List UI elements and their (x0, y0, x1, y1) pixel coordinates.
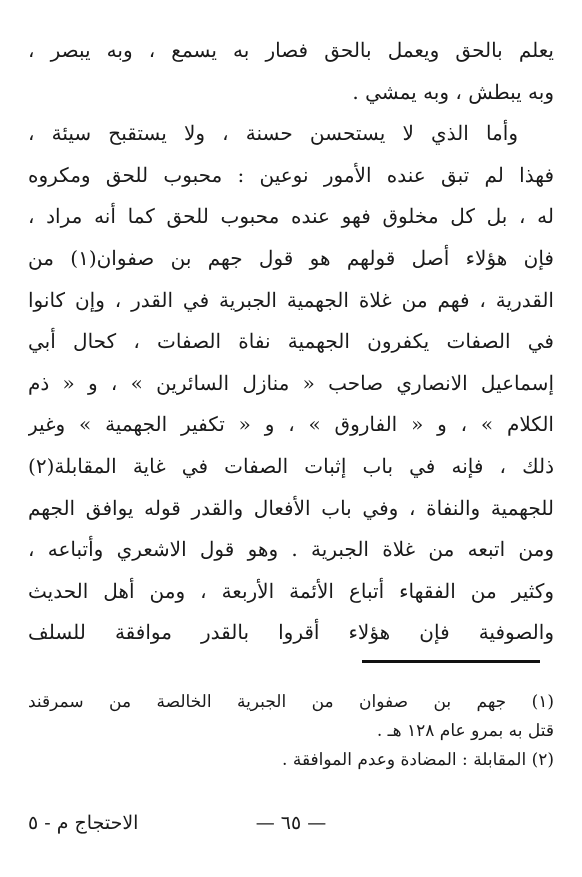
text-line: الكلام » ، و « الفاروق » ، و « تكفير الجهمية » وغير (28, 412, 554, 437)
text-line: ومن اتبعه من غلاة الجبرية . وهو قول الاشعري وأتباعه ، (28, 537, 554, 562)
text-line: القدرية ، فهم من غلاة الجهمية الجبرية في القدر ، وإن كانوا (28, 287, 554, 312)
footnote-line: قتل به بمرو عام ١٢٨ هـ . (376, 721, 554, 741)
page-number: — ٦٥ — (255, 812, 327, 834)
text-line: وأما الذي لا يستحسن حسنة ، ولا يستقبح سيئة ، (28, 121, 518, 146)
text-line: إسماعيل الانصاري صاحب « منازل السائرين » ، و « ذم (28, 370, 554, 395)
text-line: للجهمية والنفاة ، وفي باب الأفعال والقدر قوله يوافق الجهم (28, 495, 554, 520)
text-line: فإن هؤلاء أصل قولهم هو قول جهم بن صفوان(١) من (28, 245, 554, 270)
footnote-line: (١) جهم بن صفوان من الجبرية الخالصة من سمرقند (28, 692, 554, 712)
main-text (28, 30, 554, 654)
signature-mark: الاحتجاج م - ٥ (28, 812, 139, 834)
text-line: له ، بل كل مخلوق فهو عنده محبوب للحق كما أنه مراد ، (28, 204, 554, 229)
text-line: ذلك ، فإنه في باب إثبات الصفات في غاية المقابلة(٢) (28, 453, 554, 478)
text-line: فهذا لم تبق عنده الأمور نوعين : محبوب للحق ومكروه (28, 162, 554, 187)
text-line: وبه يبطش ، وبه يمشي . (352, 79, 554, 104)
text-line: والصوفية فإن هؤلاء أقروا بالقدر موافقة للسلف (28, 620, 554, 645)
page-footer (28, 812, 554, 846)
text-line: وكثير من الفقهاء أتباع الأئمة الأربعة ، ومن أهل الحديث (28, 578, 554, 603)
footnote-line: (٢) المقابلة : المضادة وعدم الموافقة . (282, 750, 554, 770)
text-line: في الصفات يكفرون الجهمية نفاة الصفات ، كحال أبي (28, 329, 554, 354)
footnote-divider (362, 660, 540, 663)
footnotes (28, 688, 554, 775)
text-line: يعلم بالحق ويعمل بالحق فصار به يسمع ، وبه يبصر ، (28, 38, 554, 62)
